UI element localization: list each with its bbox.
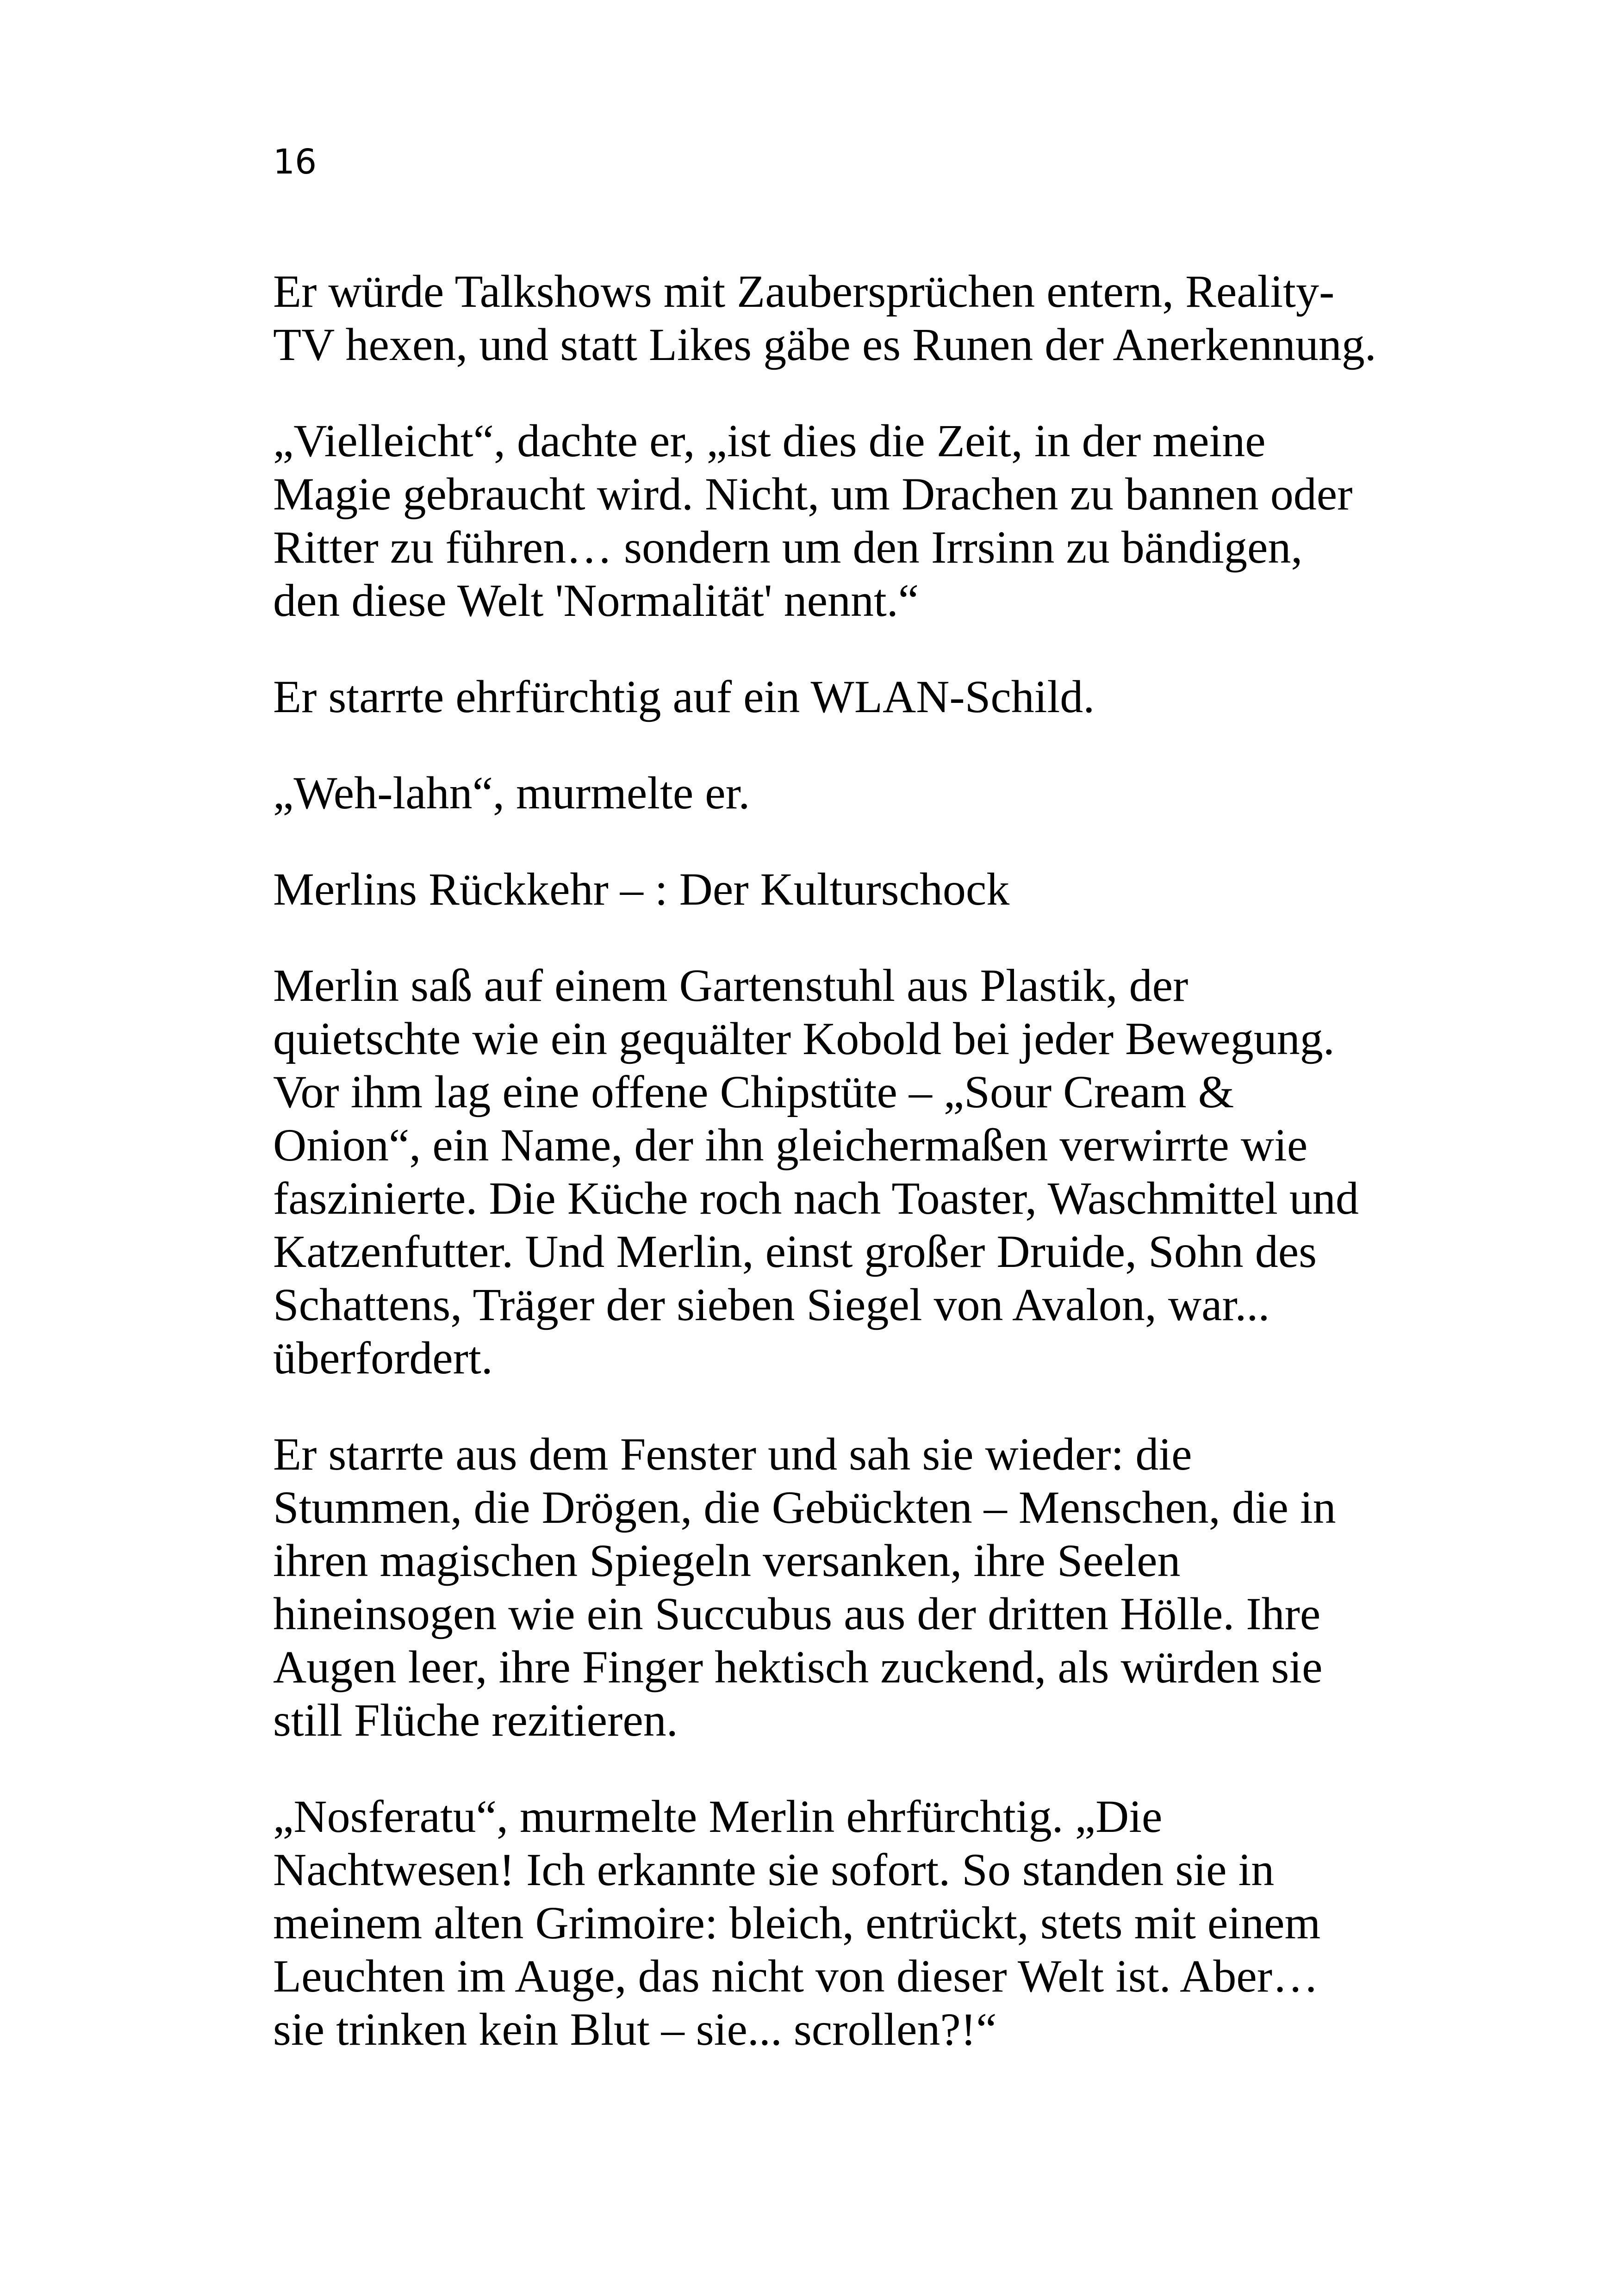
paragraph: [273, 1790, 1384, 2056]
text-line: meinem alten Grimoire: bleich, entrückt, stets mit einem: [273, 1897, 1321, 1948]
text-line: quietschte wie ein gequälter Kobold bei jeder Bewegung.: [273, 1013, 1335, 1064]
text-line: hineinsogen wie ein Succubus aus der dritten Hölle. Ihre: [273, 1588, 1321, 1639]
page-number: 16: [273, 142, 317, 182]
text-line: den diese Welt 'Normalität' nennt.“: [273, 575, 919, 626]
text-line: faszinierte. Die Küche roch nach Toaster, Waschmittel und: [273, 1173, 1359, 1224]
paragraph: [273, 265, 1384, 371]
text-line: Leuchten im Auge, das nicht von dieser Welt ist. Aber…: [273, 1950, 1319, 2002]
text-line: Katzenfutter. Und Merlin, einst großer Druide, Sohn des: [273, 1226, 1317, 1277]
paragraph: [273, 959, 1384, 1384]
text-line: überfordert.: [273, 1332, 493, 1384]
body-text: [273, 265, 1384, 2099]
text-line: Er starrte aus dem Fenster und sah sie wieder: die: [273, 1428, 1192, 1480]
text-line: Er starrte ehrfürchtig auf ein WLAN-Schild.: [273, 671, 1095, 722]
text-line: ihren magischen Spiegeln versanken, ihre Seelen: [273, 1535, 1181, 1586]
text-line: Ritter zu führen… sondern um den Irrsinn zu bändigen,: [273, 521, 1303, 573]
text-line: Nachtwesen! Ich erkannte sie sofort. So standen sie in: [273, 1844, 1275, 1895]
text-line: Vor ihm lag eine offene Chipstüte – „Sour Cream &: [273, 1066, 1234, 1117]
text-line: „Weh-lahn“, murmelte er.: [273, 767, 750, 819]
text-line: „Vielleicht“, dachte er, „ist dies die Zeit, in der meine: [273, 415, 1266, 466]
paragraph: [273, 670, 1384, 723]
text-line: TV hexen, und statt Likes gäbe es Runen der Anerkennung.: [273, 319, 1376, 370]
text-line: Augen leer, ihre Finger hektisch zuckend, als würden sie: [273, 1641, 1323, 1693]
paragraph: [273, 766, 1384, 819]
text-line: Schattens, Träger der sieben Siegel von Avalon, war...: [273, 1279, 1270, 1330]
paragraph: [273, 1427, 1384, 1747]
text-line: still Flüche rezitieren.: [273, 1694, 678, 1746]
text-line: Stummen, die Drögen, die Gebückten – Menschen, die in: [273, 1482, 1336, 1533]
text-line: Onion“, ein Name, der ihn gleichermaßen verwirrte wie: [273, 1119, 1308, 1171]
text-line: Er würde Talkshows mit Zaubersprüchen entern, Reality-: [273, 266, 1335, 317]
text-line: „Nosferatu“, murmelte Merlin ehrfürchtig. „Die: [273, 1791, 1163, 1842]
paragraph: [273, 414, 1384, 627]
text-line: sie trinken kein Blut – sie... scrollen?!“: [273, 2004, 997, 2055]
text-line: Merlins Rückkehr – : Der Kulturschock: [273, 863, 1010, 915]
text-line: Magie gebraucht wird. Nicht, um Drachen zu bannen oder: [273, 468, 1353, 520]
text-line: Merlin saß auf einem Gartenstuhl aus Plastik, der: [273, 960, 1189, 1011]
section-heading: [273, 863, 1384, 916]
